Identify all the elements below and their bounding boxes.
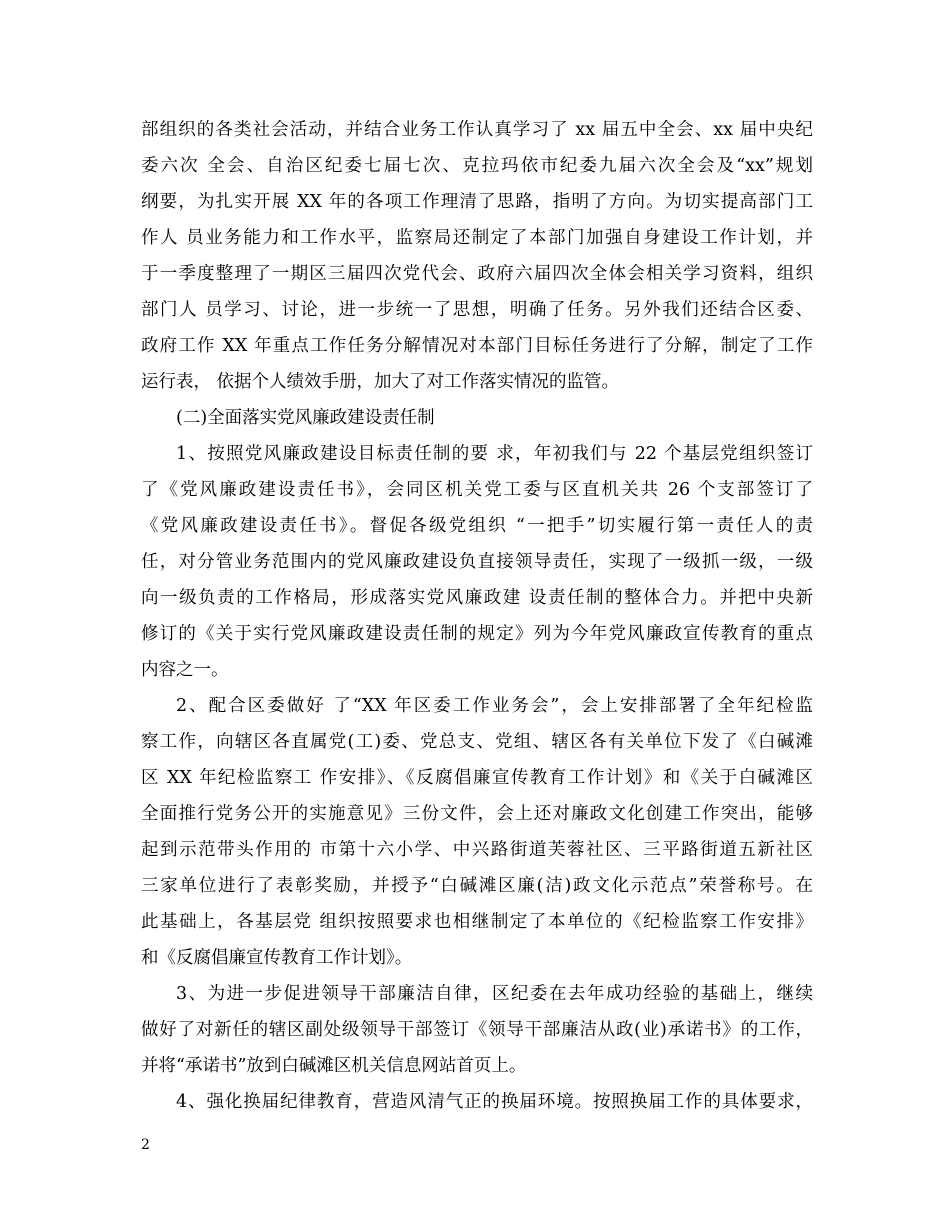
text-line: 全面推行党务公开的实施意见》三份文件，会上还对廉政文化创建工作突出，能够: [141, 804, 813, 824]
text-line: 2、配合区委做好 了“XX 年区委工作业务会”，会上安排部署了全年纪检监: [176, 696, 813, 716]
text-line: 3、为进一步促进领导干部廉洁自律，区纪委在去年成功经验的基础上，继续: [176, 984, 813, 1004]
text-line: 察工作，向辖区各直属党(工)委、党总支、党组、辖区各有关单位下发了《白碱滩: [141, 732, 813, 752]
paragraph-item-1: [141, 436, 813, 688]
text-line: 纲要，为扎实开展 XX 年的各项工作理清了思路，指明了方向。为切实提高部门工: [141, 192, 813, 212]
text-line: 此基础上，各基层党 组织按照要求也相继制定了本单位的《纪检监察工作安排》: [141, 912, 813, 932]
text-line: 部组织的各类社会活动，并结合业务工作认真学习了 xx 届五中全会、xx 届中央纪: [141, 120, 813, 140]
text-line: 于一季度整理了一期区三届四次党代会、政府六届四次全体会相关学习资料，组织: [141, 264, 813, 284]
section-heading: [141, 400, 813, 436]
text-line: 起到示范带头作用的 市第十六小学、中兴路街道芙蓉社区、三平路街道五新社区: [141, 840, 813, 860]
text-line: 区 XX 年纪检监察工 作安排》、《反腐倡廉宣传教育工作计划》和《关于白碱滩区: [141, 768, 813, 788]
paragraph-item-3: [141, 976, 813, 1084]
text-line: 做好了对新任的辖区副处级领导干部签订《领导干部廉洁从政(业)承诺书》的工作，: [141, 1020, 813, 1040]
text-line: 1、按照党风廉政建设目标责任制的要 求，年初我们与 22 个基层党组织签订: [176, 444, 813, 464]
paragraph-1: [141, 112, 813, 400]
text-line: 三家单位进行了表彰奖励，并授予“白碱滩区廉(洁)政文化示范点”荣誉称号。在: [141, 876, 813, 896]
text-line: 《党风廉政建设责任书》。督促各级党组织 “一把手”切实履行第一责任人的责: [141, 516, 813, 536]
text-line: 委六次 全会、自治区纪委七届七次、克拉玛依市纪委九届六次全会及“xx”规划: [141, 156, 813, 176]
text-line: 政府工作 XX 年重点工作任务分解情况对本部门目标任务进行了分解，制定了工作: [141, 336, 813, 356]
text-line: 修订的《关于实行党风廉政建设责任制的规定》列为今年党风廉政宣传教育的重点: [141, 624, 813, 644]
text-line: 并将“承诺书”放到白碱滩区机关信息网站首页上。: [141, 1056, 527, 1076]
text-line: 运行表， 依据个人绩效手册，加大了对工作落实情况的监管。: [141, 372, 620, 392]
text-line: 和《反腐倡廉宣传教育工作计划》。: [141, 948, 413, 968]
text-line: 了《党风廉政建设责任书》，会同区机关党工委与区直机关共 26 个支部签订了: [141, 480, 813, 500]
paragraph-item-2: [141, 688, 813, 976]
text-line: 任，对分管业务范围内的党风廉政建设负直接领导责任，实现了一级抓一级，一级: [141, 552, 813, 572]
text-line: 4、强化换届纪律教育，营造风清气正的换届环境。按照换届工作的具体要求，: [176, 1092, 813, 1112]
page-number: 2: [141, 1137, 150, 1153]
paragraph-item-4: [141, 1084, 813, 1120]
text-line: 作人 员业务能力和工作水平，监察局还制定了本部门加强自身建设工作计划，并: [141, 228, 813, 248]
text-line: 内容之一。: [141, 660, 229, 680]
text-line: 部门人 员学习、讨论，进一步统一了思想，明确了任务。另外我们还结合区委、: [141, 300, 813, 320]
text-line: 向一级负责的工作格局，形成落实党风廉政建 设责任制的整体合力。并把中央新: [141, 588, 813, 608]
heading-line: (二)全面落实党风廉政建设责任制: [176, 408, 435, 428]
